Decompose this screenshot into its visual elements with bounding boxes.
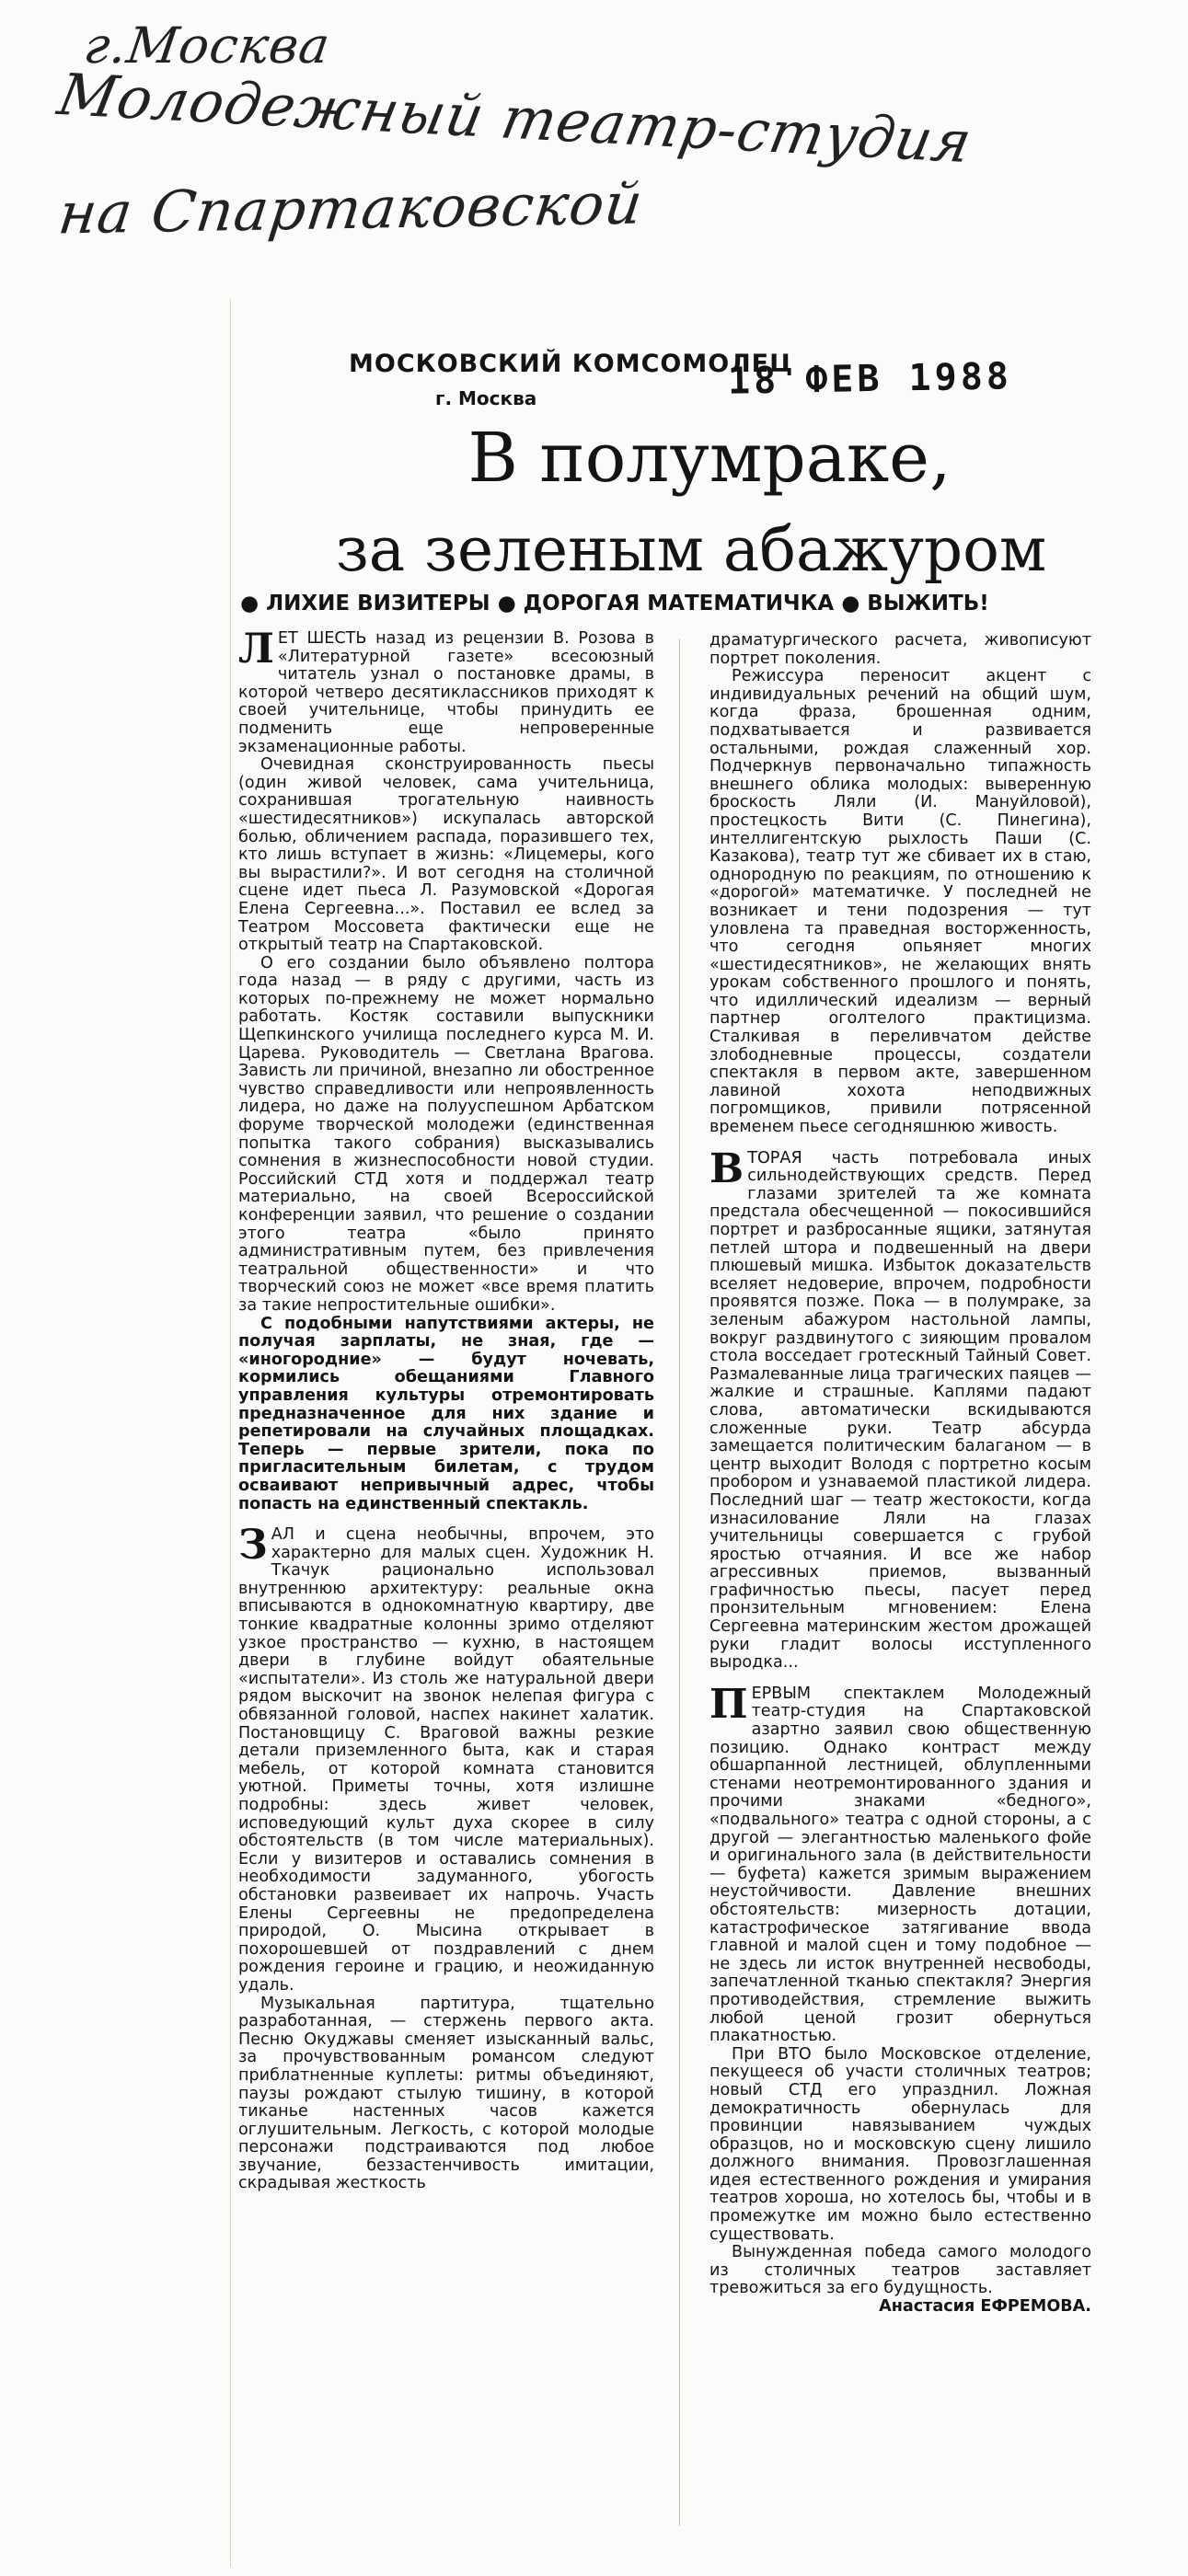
drop-cap: Л — [238, 626, 274, 673]
paragraph-text: драматургического расчета, живописуют портрет поколения. — [709, 631, 1091, 668]
article-paragraph — [709, 1680, 1091, 2046]
article-paragraph — [238, 1316, 654, 1514]
paragraph-text: Очевидная сконструированность пьесы (один живой человек, сама учительница, сохранившая трогательную наивность «шестидесятников») искупалась авторской болью, обличением распада, поразившего тех, кто лишь вступает в жизнь: «Лицемеры, кого вы вырастили?». И вот сегодня на столичной сцене идет пьеса Л. Разумовской «Дорогая Елена Сергеевна...». Поставил ее вслед за Театром Моссовета фактически еще не открытый театр на Спартаковской. — [238, 755, 654, 955]
article-paragraph — [238, 756, 654, 955]
paragraph-text: Режиссура переносит акцент с индивидуальных речений на общий шум, когда фраза, брошенная одним, подхватывается и развивается остальными, рождая слаженный хор. Подчеркнув первоначально типажность внешнего облика молодых: выверенную броскость Ляли (И. Мануйловой), простецкость Вити (С. Пинегина), интеллигентскую рыхлость Паши (С. Казакова), театр тут же сбивает их в стаю, однородную по реакциям, по отношению к «дорогой» математичке. У последней не возникает и тени подозрения — тут уловлена та праведная восторженность, что сегодня опьяняет многих «шестидесятников», не желающих внять урокам собственного прошлого и понять, что идиллический идеализм — верный партнер оголтелого практицизма. Сталкивая в переливчатом действе злободневные процессы, создатели спектакля в первом акте, завершенном лавиной хохота неподвижных погромщиков, привили потрясенной временем пьесе сегодняшнюю живость. — [709, 667, 1091, 1137]
column-divider — [679, 639, 680, 2525]
drop-cap: П — [709, 1680, 748, 1728]
newspaper-clipping — [230, 299, 1096, 2567]
article-paragraph — [709, 632, 1091, 668]
paragraph-text: С подобными напутствиями актеры, не получая зарплаты, не зная, где — «иногородние» — будут ночевать, кормились обещаниями Главного управления культуры отремонтировать предназначенное для них здание и репетировали на случайных площадках. Теперь — первые зрители, пока по пригласительным билетам, с трудом осваивают непривычный адрес, чтобы попасть на единственный спектакль. — [238, 1314, 654, 1513]
author-signature: Анастасия ЕФРЕМОВА. — [879, 2297, 1091, 2317]
handwritten-note-street: на Спартаковской — [54, 169, 647, 247]
article-paragraph — [709, 668, 1091, 1136]
paragraph-text: АЛ и сцена необычны, впрочем, это характерно для малых сцен. Художник Н. Ткачук рационально использовал внутреннюю архитектуру: реальные окна вписываются в однокомнатную квартиру, две тонкие квадратные колонны зримо отделяют узкое пространство — кухню, в настоящем двери в глубине войдут обаятельные «испытатели». Из столь же натуральной двери рядом выскочит на звонок нелепая фигура с обвязанной головой, наспех накинет халатик. Постановщицу С. Враговой важны резкие детали приземленного быта, как и старая мебель, от которой комната становится уютной. Приметы точны, хотя излишне подробны: здесь живет человек, исповедующий культ духа скорее в силу обстоятельств (в том числе материальных). Если у визитеров и оставались сомнения в необходимости задуманного, убогость обстановки развеивает их напрочь. Участь Елены Сергеевны не предопределена природой, О. Мысина открывает в похорошевшей от поздравлений с днем рождения героине и грацию, и неожиданную удаль. — [238, 1525, 654, 1995]
article-column-left — [238, 626, 654, 2193]
paragraph-text: ЕТ ШЕСТЬ назад из рецензии В. Розова в «Литературной газете» всесоюзный читатель узнал о постановке драмы, в которой четверо десятиклассников приходят к своей учительнице, чтобы принудить ее подменить еще непроверенные экзаменационные работы. — [238, 629, 654, 756]
paragraph-text: Музыкальная партитура, тщательно разработанная, — стержень первого акта. Песню Окуджавы сменяет изысканный вальс, за прочувствованным романсом следуют приблатненные куплеты: ритмы объединяют, паузы рождают стылую тишину, в которой тиканье настенных часов кажется оглушительным. Легкость, с которой молодые персонажи подстраиваются под любое звучание, беззастенчивость имитации, скрадывая жесткость — [238, 1994, 654, 2193]
paragraph-text: Вынужденная победа самого молодого из столичных театров заставляет тревожиться за его будущность. — [709, 2243, 1091, 2298]
rubric-line: ● ЛИХИЕ ВИЗИТЕРЫ ● ДОРОГАЯ МАТЕМАТИЧКА ● ВЫЖИТЬ! — [240, 592, 989, 615]
paragraph-text: При ВТО было Московское отделение, пекущееся об участи столичных театров; новый СТД его упразднил. Ложная демократичность обернулась для провинции навязыванием чуждых образцов, но и московскую сцену лишило должного внимания. Провозглашенная идея естественного рождения и умирания театров хороша, но хотелось бы, чтобы и в промежутке им можно было естественно существовать. — [709, 2044, 1091, 2244]
article-paragraph — [709, 1144, 1091, 1673]
article-paragraph — [238, 626, 654, 756]
date-stamp: 18 ФЕВ 1988 — [727, 355, 1013, 403]
handwritten-note-theatre: Молодежный театр-студия — [52, 60, 978, 177]
paragraph-text: ЕРВЫМ спектаклем Молодежный театр-студия на Спартаковской азартно заявил свою общественную позицию. Однако контраст между обшарпанной лестницей, облупленными стенами неотремонтированного здания и прочими знаками «бедного», «подвального» театра с одной стороны, а с другой — элегантностью маленького фойе и оригинального зала (в действительности — буфета) кажется зримым выражением неустойчивости. Давление внешних обстоятельств: мизерность дотации, катастрофическое затягивание ввода главной и малой сцен и тому подобное — не здесь ли исток внутренней несвободы, запечатленной тканью спектакля? Энергия противодействия, стремление выжить любой ценой грозит обернуться плакатностью. — [709, 1684, 1091, 2046]
article-paragraph — [238, 1995, 654, 2194]
newspaper-city: г. Москва — [435, 387, 537, 409]
drop-cap: З — [238, 1522, 268, 1570]
article-paragraph — [709, 2046, 1091, 2245]
paragraph-text: ТОРАЯ часть потребовала иных сильнодействующих средств. Перед глазами зрителей та же комната предстала обесчещенной — покосившийся портрет и разбросанные ящики, затянутая петлей штора и подвешенный на двери плюшевый мишка. Избыток доказательств вселяет недоверие, впрочем, подробности проявятся позже. Пока — в полумраке, за зеленым абажуром настольной лампы, вокруг раздвинутого с зияющим провалом стола восседает гротескный Тайный Совет. Размалеванные лица трагических паяцев — жалкие и страшные. Каплями падают слова, автоматически вскидываются сложенные руки. Театр абсурда замещается политическим балаганом — в центр выходит Володя с портретно косым пробором и узнаваемой пластикой лидера. Последний шаг — театр жестокости, когда изнасилование Ляли на глазах учительницы совершается с грубой яростью отчаяния. И все же набор агрессивных приемов, вызванный графичностью пьесы, пасует перед пронзительным мгновением: Елена Сергеевна материнским жестом дрожащей руки гладит волосы исступленного выродка... — [709, 1148, 1091, 1673]
headline-line-1: В полумраке, — [467, 419, 952, 498]
handwritten-note-city: г.Москва — [80, 17, 334, 75]
article-paragraph — [238, 1522, 654, 1995]
article-paragraph — [709, 2244, 1091, 2298]
article-column-right — [709, 632, 1091, 2317]
paragraph-text: О его создании было объявлено полтора года назад — в ряду с другими, часть из которых по-прежнему не может нормально работать. Костяк составили выпускники Щепкинского училища последнего курса М. И. Царева. Руководитель — Светлана Врагова. Зависть ли причиной, внезапно ли обостренное чувство справедливости или непроявленность лидера, но даже на полууспешном Арбатском форуме творческой молодежи (единственная попытка такого собрания) высказывались сомнения в жизнеспособности новой студии. Российский СТД хотя и поддержал театр материально, на своей Всероссийской конференции заявил, что решение о создании этого театра «было принято административным путем, без привлечения театральной общественности» и что творческий союз не может «все время платить за такие непростительные ошибки». — [238, 953, 654, 1315]
article-paragraph — [238, 955, 654, 1316]
drop-cap: В — [709, 1144, 744, 1192]
newspaper-name: МОСКОВСКИЙ КОМСОМОЛЕЦ — [349, 350, 794, 378]
headline-line-2: за зеленым абажуром — [335, 514, 1047, 585]
